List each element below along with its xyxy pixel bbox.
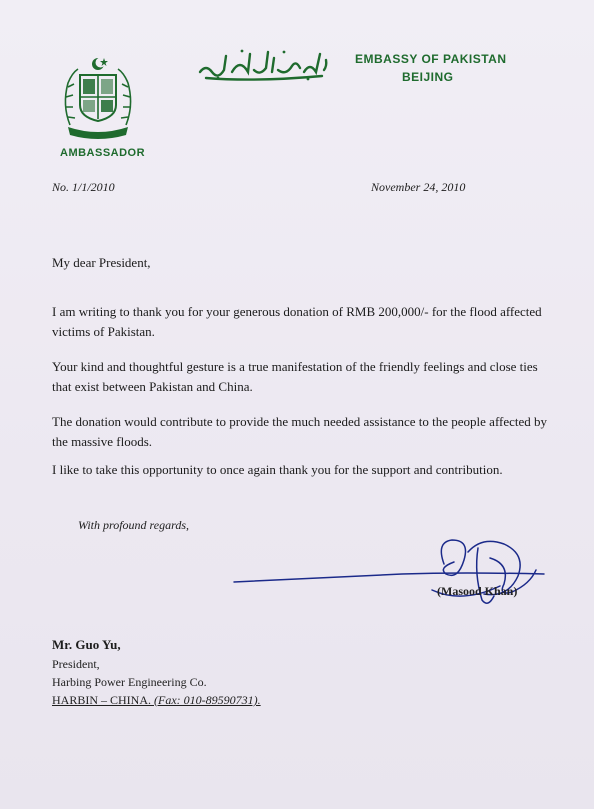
closing-line: With profound regards, [78, 518, 190, 532]
reference-number: No. 1/1/2010 [52, 180, 115, 194]
body-paragraph: The donation would contribute to provide the much needed assistance to the people affected by the massive floods. [52, 414, 548, 449]
office-title: AMBASSADOR [60, 147, 146, 159]
body-paragraph: I am writing to thank you for your generous donation of RMB 200,000/- for the flood affected victims of Pakistan. [52, 304, 542, 339]
recipient-city-line [52, 693, 261, 708]
body-paragraph: Your kind and thoughtful gesture is a true manifestation of the friendly feelings and close ties that exist between Pakistan and China. [52, 359, 538, 394]
recipient-title: President, [52, 657, 100, 671]
embassy-city: BEIJING [402, 70, 454, 84]
embassy-name: EMBASSY OF PAKISTAN [355, 52, 507, 66]
state-emblem-icon [60, 55, 136, 141]
letter-date: November 24, 2010 [371, 180, 466, 194]
body-paragraph: I like to take this opportunity to once again thank you for the support and contribution. [52, 462, 503, 477]
recipient-company: Harbing Power Engineering Co. [52, 675, 207, 689]
recipient-fax: (Fax: 010-89590731). [154, 693, 261, 707]
signatory-name: (Masood Khan) [437, 584, 518, 598]
salutation: My dear President, [52, 255, 151, 270]
bismillah-calligraphy-icon [196, 46, 330, 82]
recipient-name: Mr. Guo Yu, [52, 637, 121, 652]
recipient-city: HARBIN – CHINA. [52, 693, 151, 707]
